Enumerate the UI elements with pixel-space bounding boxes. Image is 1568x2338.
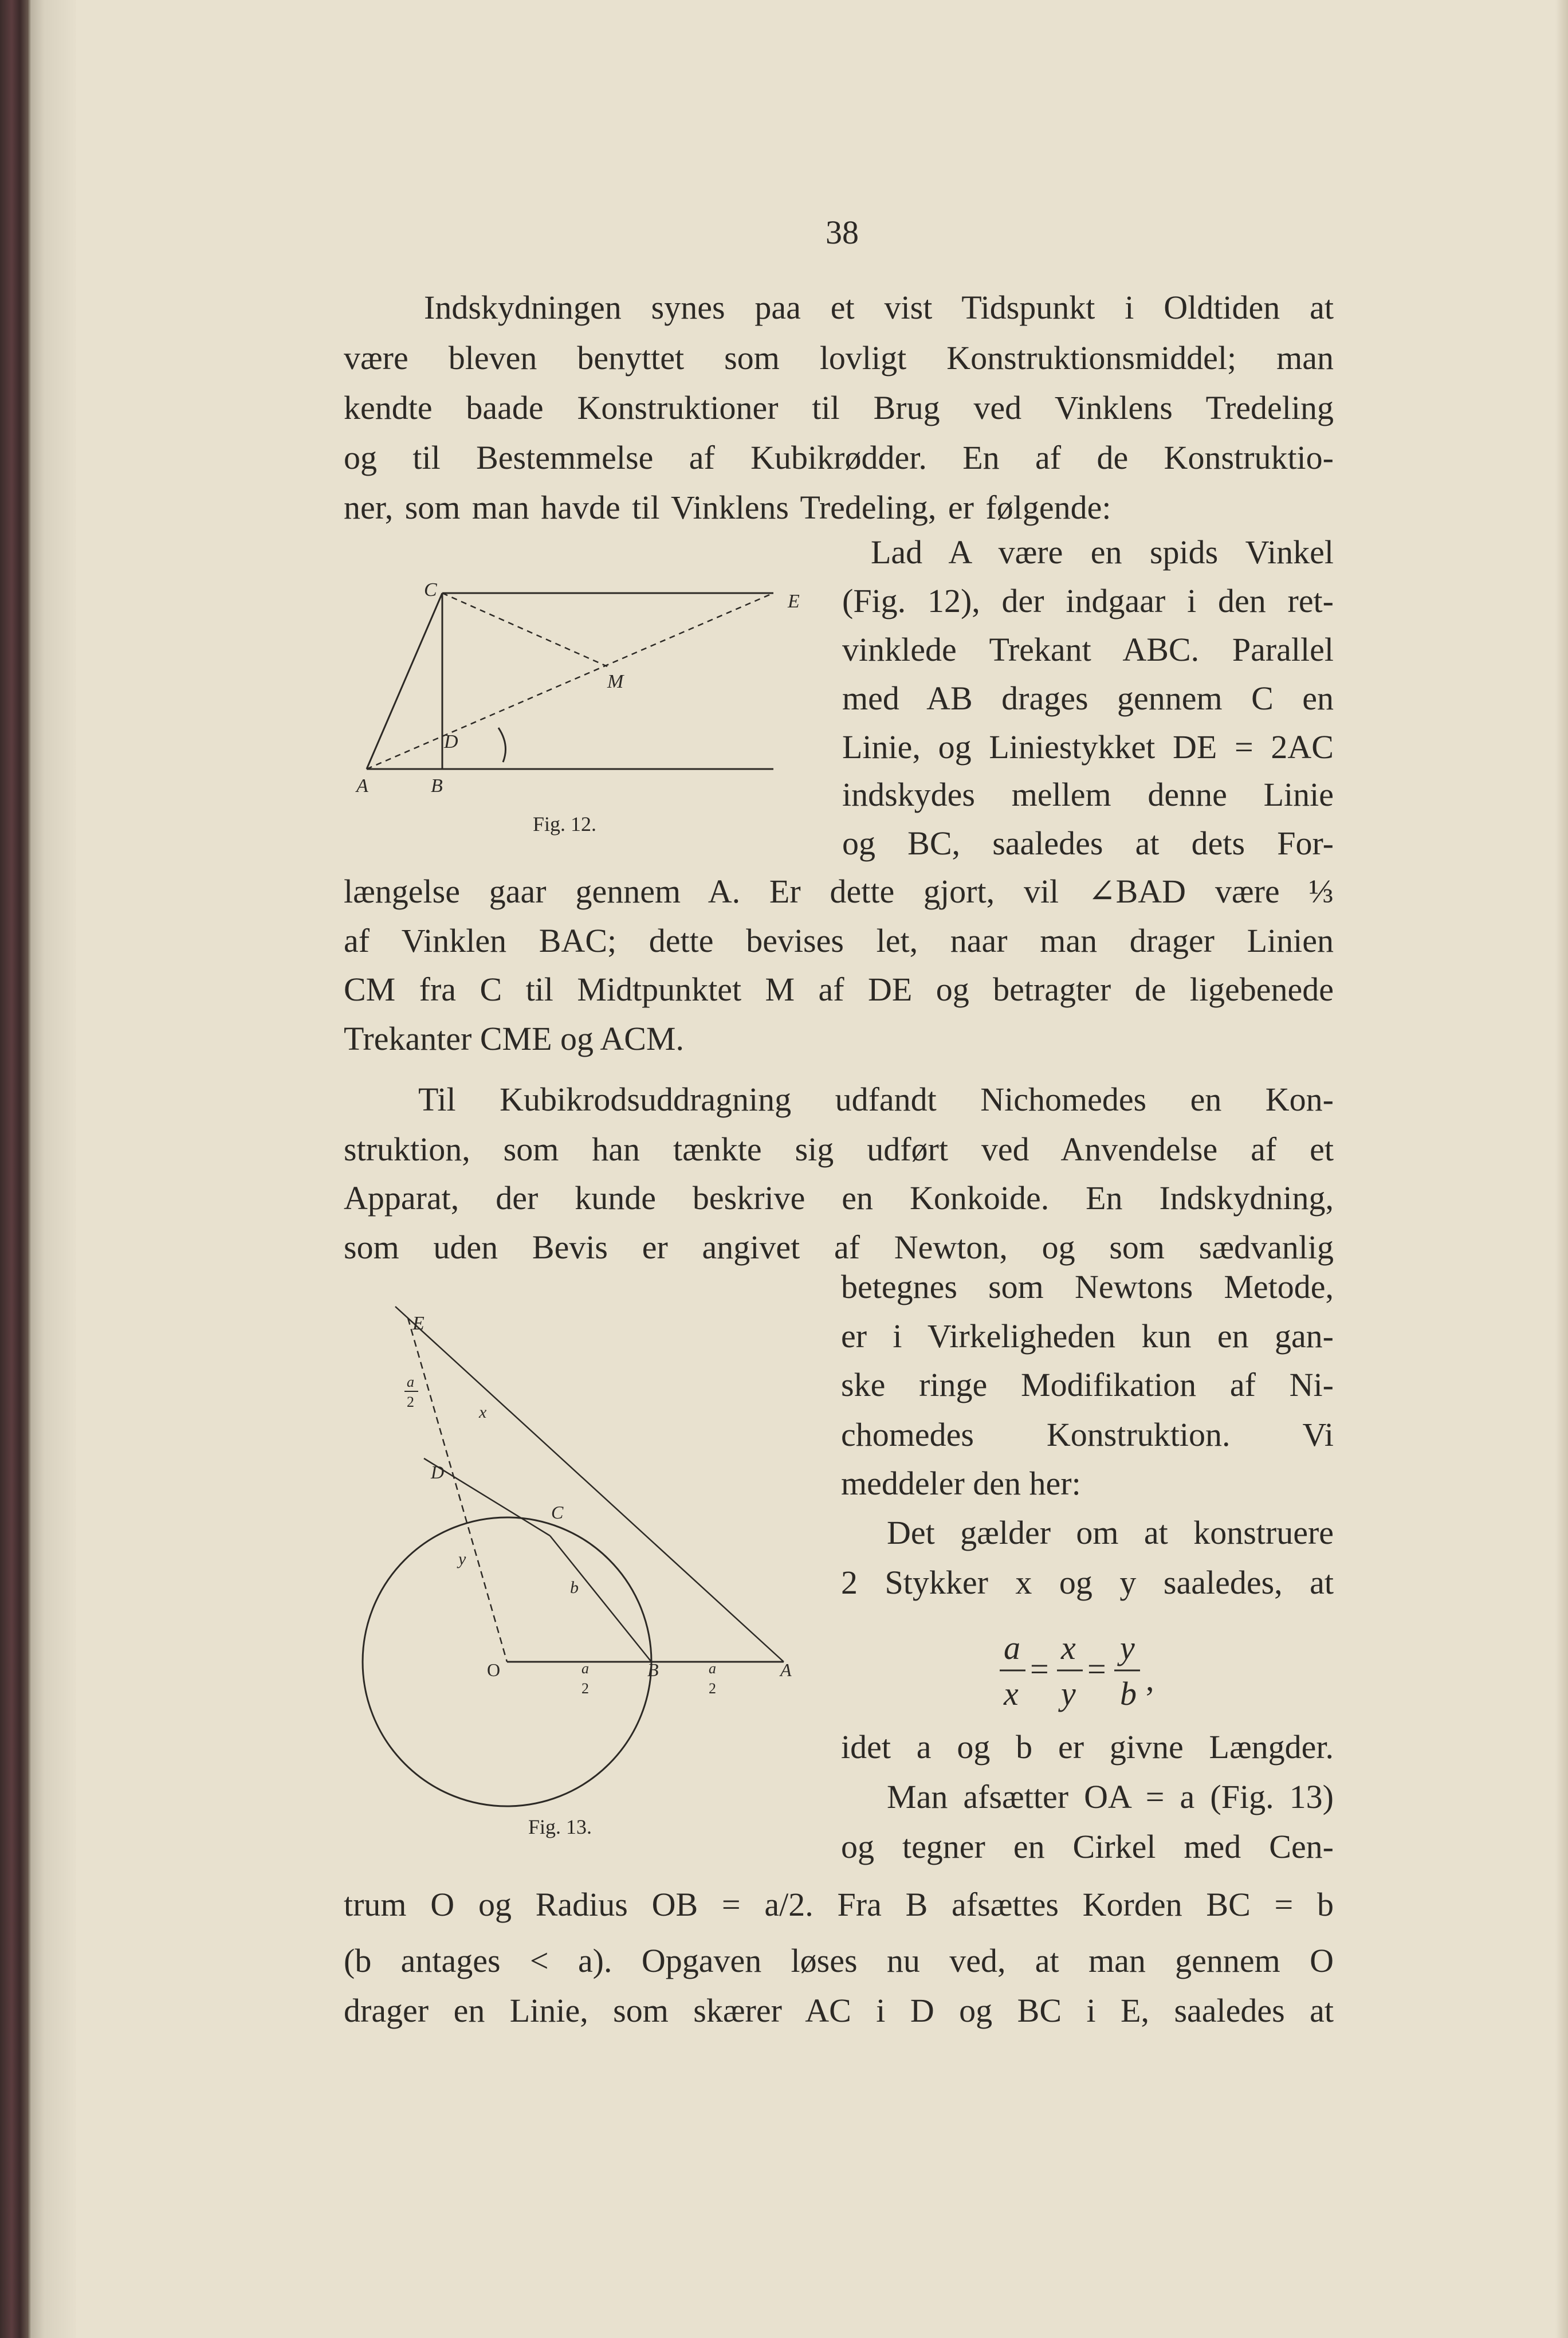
fig13-half-num-right: a bbox=[709, 1660, 716, 1677]
para2-line-4: som uden Bevis er angivet af Newton, og som sædvanlig bbox=[344, 1229, 1334, 1266]
formula-a: a bbox=[1004, 1629, 1020, 1666]
page-gutter bbox=[29, 0, 76, 2338]
para2-after-1: trum O og Radius OB = a/2. Fra B afsættes Korden BC = b bbox=[344, 1886, 1334, 1923]
fig13-label-B: B bbox=[647, 1660, 659, 1680]
para1-side-6: indskydes mellem denne Linie bbox=[842, 776, 1334, 813]
book-binding bbox=[0, 0, 29, 2338]
para1-line-4: og til Bestemmelse af Kubikrødder. En af de Konstruktio- bbox=[344, 439, 1334, 476]
fig12-label-B: B bbox=[431, 775, 443, 797]
fig12-caption: Fig. 12. bbox=[533, 813, 597, 835]
para1-after-2: af Vinklen BAC; dette bevises let, naar man drager Linien bbox=[344, 922, 1334, 959]
para1-side-1: Lad A være en spids Vinkel bbox=[871, 533, 1334, 571]
formula-y1: y bbox=[1061, 1675, 1076, 1712]
para1-line-5: ner, som man havde til Vinklens Tredeling, er følgende: bbox=[344, 489, 1111, 526]
para2-after-3: drager en Linie, som skærer AC i D og BC i E, saaledes at bbox=[344, 1992, 1334, 2029]
para1-line-2: være bleven benyttet som lovligt Konstruktionsmiddel; man bbox=[344, 339, 1334, 376]
fig12-label-C: C bbox=[424, 579, 437, 601]
proportion-formula bbox=[985, 1622, 1215, 1731]
para2-after-2: (b antages < a). Opgaven løses nu ved, at man gennem O bbox=[344, 1942, 1334, 1979]
formula-x1: x bbox=[1004, 1675, 1019, 1712]
fig12-label-E: E bbox=[788, 591, 800, 612]
para2-side-3: ske ringe Modifikation af Ni- bbox=[841, 1366, 1334, 1403]
fig12-label-A: A bbox=[356, 775, 368, 797]
fig13-label-O: O bbox=[487, 1660, 501, 1680]
para2-side2-3: og tegner en Cirkel med Cen- bbox=[841, 1828, 1334, 1865]
para2-side-5: meddeler den her: bbox=[841, 1465, 1081, 1502]
fig12-label-D: D bbox=[444, 731, 458, 752]
para2-line-1: Til Kubikrodsuddragning udfandt Nichomedes en Kon- bbox=[418, 1081, 1334, 1118]
para1-after-1: længelse gaar gennem A. Er dette gjort, vil ∠BAD være ⅓ bbox=[344, 873, 1334, 910]
page-edge bbox=[1555, 0, 1568, 2338]
fig13-label-C: C bbox=[551, 1502, 564, 1523]
fig13-label-y: y bbox=[458, 1549, 466, 1568]
formula-eq1: = bbox=[1030, 1650, 1049, 1688]
formula-eq2: = bbox=[1087, 1650, 1106, 1688]
fig13-half-den-left: 2 bbox=[407, 1394, 414, 1410]
figure-13 bbox=[344, 1295, 836, 1845]
fig13-half-num-mid: a bbox=[581, 1660, 589, 1677]
para2-side-7: 2 Stykker x og y saaledes, at bbox=[841, 1564, 1334, 1601]
fig12-label-M: M bbox=[607, 671, 624, 692]
para1-side-7: og BC, saaledes at dets For- bbox=[842, 825, 1334, 862]
fig13-half-den-mid: 2 bbox=[581, 1680, 589, 1697]
formula-comma: , bbox=[1146, 1661, 1154, 1698]
para2-line-2: struktion, som han tænkte sig udført ved Anvendelse af et bbox=[344, 1131, 1334, 1168]
para1-line-1: Indskydningen synes paa et vist Tidspunkt i Oldtiden at bbox=[424, 289, 1334, 326]
fig13-half-num-left: a bbox=[407, 1374, 414, 1390]
para2-side2-1: idet a og b er givne Længder. bbox=[841, 1728, 1334, 1766]
para1-side-2: (Fig. 12), der indgaar i den ret- bbox=[842, 582, 1334, 619]
para2-side-6: Det gælder om at konstruere bbox=[887, 1514, 1334, 1551]
formula-x2: x bbox=[1061, 1629, 1076, 1666]
fig13-half-den-right: 2 bbox=[709, 1680, 716, 1697]
fig13-label-x: x bbox=[479, 1403, 487, 1422]
para1-side-5: Linie, og Liniestykket DE = 2AC bbox=[842, 728, 1334, 766]
para2-side-4: chomedes Konstruktion. Vi bbox=[841, 1416, 1334, 1453]
para2-side2-2: Man afsætter OA = a (Fig. 13) bbox=[887, 1778, 1334, 1815]
formula-y2: y bbox=[1120, 1629, 1135, 1666]
para1-after-4: Trekanter CME og ACM. bbox=[344, 1020, 684, 1057]
fig13-caption: Fig. 13. bbox=[528, 1815, 592, 1838]
para2-line-3: Apparat, der kunde beskrive en Konkoide. En Indskydning, bbox=[344, 1179, 1334, 1217]
para2-side-2: er i Virkeligheden kun en gan- bbox=[841, 1317, 1334, 1355]
fig13-label-E: E bbox=[412, 1313, 425, 1334]
page-number: 38 bbox=[826, 214, 859, 251]
para1-side-3: vinklede Trekant ABC. Parallel bbox=[842, 631, 1334, 668]
para2-side-1: betegnes som Newtons Metode, bbox=[841, 1268, 1334, 1305]
figure-12 bbox=[344, 562, 825, 837]
fig13-label-A: A bbox=[780, 1660, 792, 1680]
para1-side-4: med AB drages gennem C en bbox=[842, 680, 1334, 717]
para1-line-3: kendte baade Konstruktioner til Brug ved Vinklens Tredeling bbox=[344, 389, 1334, 426]
fig13-label-D: D bbox=[431, 1462, 445, 1482]
formula-b: b bbox=[1120, 1675, 1137, 1712]
fig13-label-b: b bbox=[570, 1578, 579, 1597]
para1-after-3: CM fra C til Midtpunktet M af DE og betragter de ligebenede bbox=[344, 971, 1334, 1008]
